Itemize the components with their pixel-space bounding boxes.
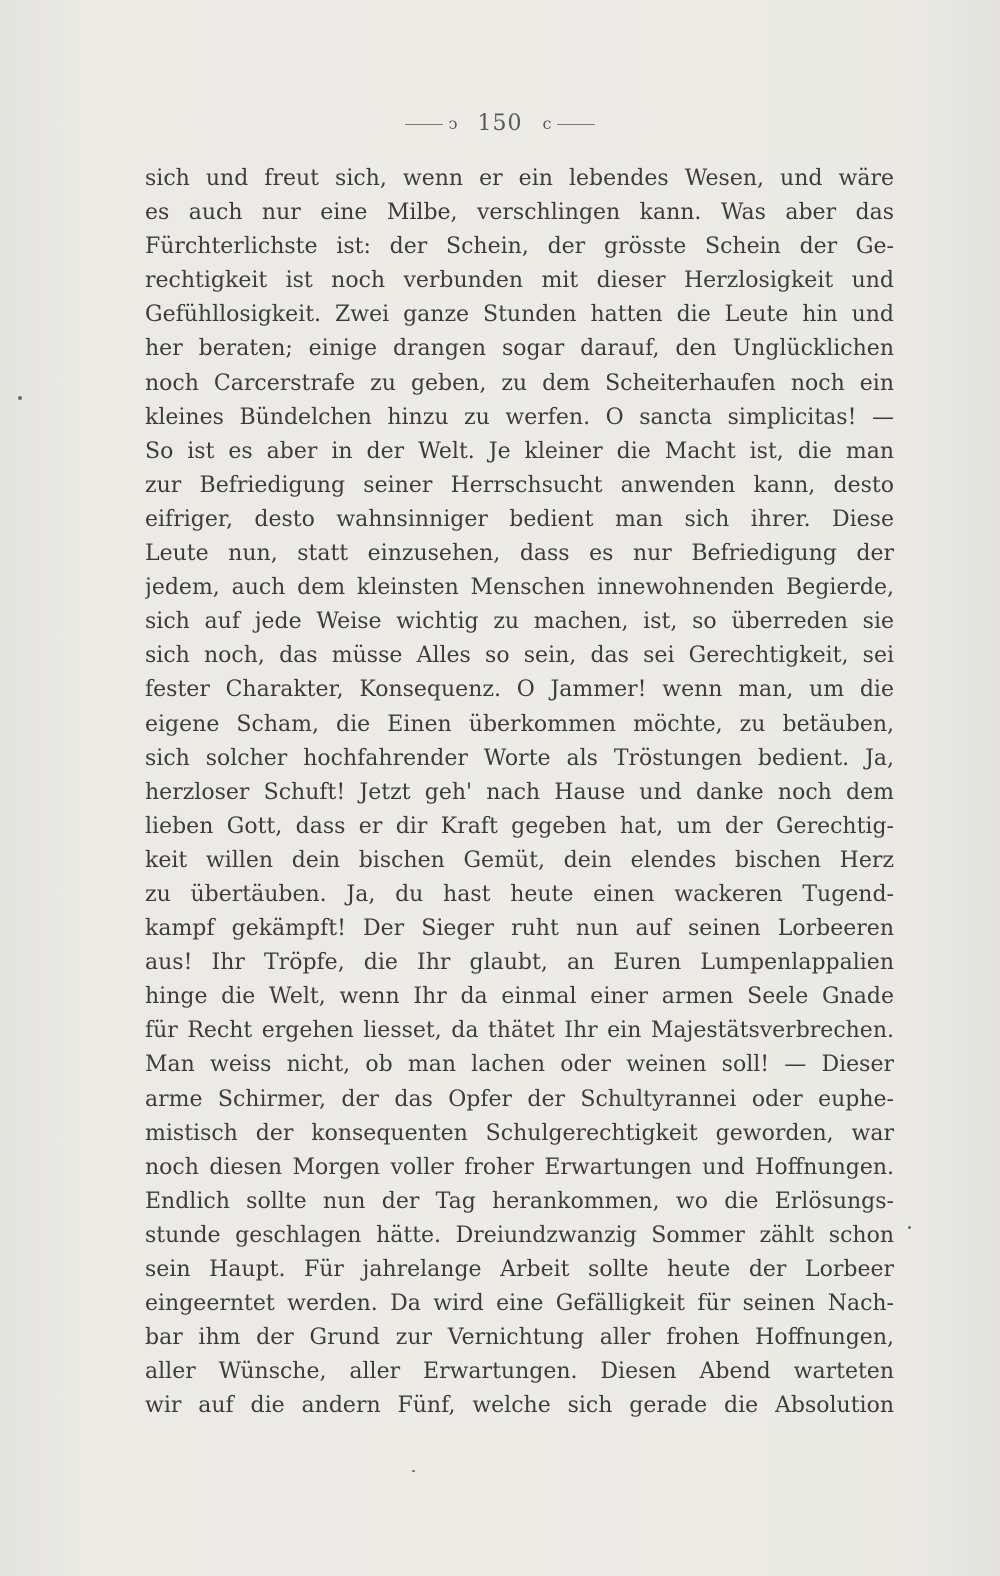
text-line: arme Schirmer, der das Opfer der Schultyrannei oder euphe-: [145, 1086, 894, 1112]
text-line: fester Charakter, Konsequenz. O Jammer! wenn man, um die: [145, 677, 894, 703]
header-ornament-left: ↄ: [448, 114, 458, 133]
text-line: Leute nun, statt einzusehen, dass es nur Befriedigung der: [145, 541, 894, 567]
text-line: Gefühllosigkeit. Zwei ganze Stunden hatten die Leute hin und: [145, 302, 894, 328]
margin-speck: [18, 396, 22, 400]
text-line: kleines Bündelchen hinzu zu werfen. O sancta simplicitas! —: [145, 404, 894, 430]
text-line: eigene Scham, die Einen überkommen möchte, zu betäuben,: [145, 711, 894, 737]
text-line: So ist es aber in der Welt. Je kleiner die Macht ist, die man: [145, 438, 894, 464]
text-line: wir auf die andern Fünf, welche sich gerade die Absolution: [145, 1393, 894, 1419]
text-line: stunde geschlagen hätte. Dreiundzwanzig Sommer zählt schon: [145, 1222, 894, 1248]
text-line: aller Wünsche, aller Erwartungen. Diesen Abend warteten: [145, 1359, 894, 1385]
text-line: noch Carcerstrafe zu geben, zu dem Scheiterhaufen noch ein: [145, 370, 894, 396]
text-line: für Recht ergehen liesset, da thätet Ihr ein Majestätsverbrechen.: [145, 1018, 894, 1044]
text-line: mistisch der konsequenten Schulgerechtigkeit geworden, war: [145, 1120, 894, 1146]
text-line: kampf gekämpft! Der Sieger ruht nun auf seinen Lorbeeren: [145, 916, 894, 942]
text-line: Fürchterlichste ist: der Schein, der grösste Schein der Ge-: [145, 234, 894, 260]
text-line: lieben Gott, dass er dir Kraft gegeben hat, um der Gerechtig-: [145, 813, 894, 839]
text-line: eingeerntet werden. Da wird eine Gefälligkeit für seinen Nach-: [145, 1291, 894, 1317]
text-line: hinge die Welt, wenn Ihr da einmal einer armen Seele Gnade: [145, 984, 894, 1010]
text-line: jedem, auch dem kleinsten Menschen innewohnenden Begierde,: [145, 575, 894, 601]
text-line: bar ihm der Grund zur Vernichtung aller frohen Hoffnungen,: [145, 1325, 894, 1351]
body-text: [145, 162, 894, 1423]
header-ornament-right: c: [542, 114, 552, 133]
text-line: sich und freut sich, wenn er ein lebendes Wesen, und wäre: [145, 166, 894, 191]
text-line: eifriger, desto wahnsinniger bedient man sich ihrer. Diese: [145, 506, 894, 532]
text-line: sein Haupt. Für jahrelange Arbeit sollte heute der Lorbeer: [145, 1257, 894, 1282]
text-line: noch diesen Morgen voller froher Erwartungen und Hoffnungen.: [145, 1154, 894, 1180]
text-line: rechtigkeit ist noch verbunden mit dieser Herzlosigkeit und: [145, 268, 894, 294]
text-line: zur Befriedigung seiner Herrschsucht anwenden kann, desto: [145, 472, 894, 498]
header-rule-left: [405, 124, 443, 125]
page-number: 150: [477, 111, 523, 136]
text-line: sich auf jede Weise wichtig zu machen, ist, so überreden sie: [145, 609, 894, 635]
text-line: Endlich sollte nun der Tag herankommen, wo die Erlösungs-: [145, 1188, 894, 1214]
margin-speck: [412, 1470, 415, 1472]
text-line: herzloser Schuft! Jetzt geh' nach Hause und danke noch dem: [145, 779, 894, 805]
text-line: zu übertäuben. Ja, du hast heute einen wackeren Tugend-: [145, 881, 894, 907]
text-line: keit willen dein bischen Gemüt, dein elendes bischen Herz: [145, 847, 894, 873]
header-rule-right: [557, 124, 595, 125]
margin-speck: [908, 1226, 911, 1229]
page-header: [0, 106, 1000, 142]
text-line: Man weiss nicht, ob man lachen oder weinen soll! — Dieser: [145, 1052, 894, 1078]
text-line: es auch nur eine Milbe, verschlingen kann. Was aber das: [145, 200, 894, 226]
text-line: her beraten; einige drangen sogar darauf, den Unglücklichen: [145, 336, 894, 362]
text-line: sich noch, das müsse Alles so sein, das sei Gerechtigkeit, sei: [145, 643, 894, 669]
text-line: sich solcher hochfahrender Worte als Tröstungen bedient. Ja,: [145, 745, 894, 771]
text-line: aus! Ihr Tröpfe, die Ihr glaubt, an Euren Lumpenlappalien: [145, 950, 894, 976]
